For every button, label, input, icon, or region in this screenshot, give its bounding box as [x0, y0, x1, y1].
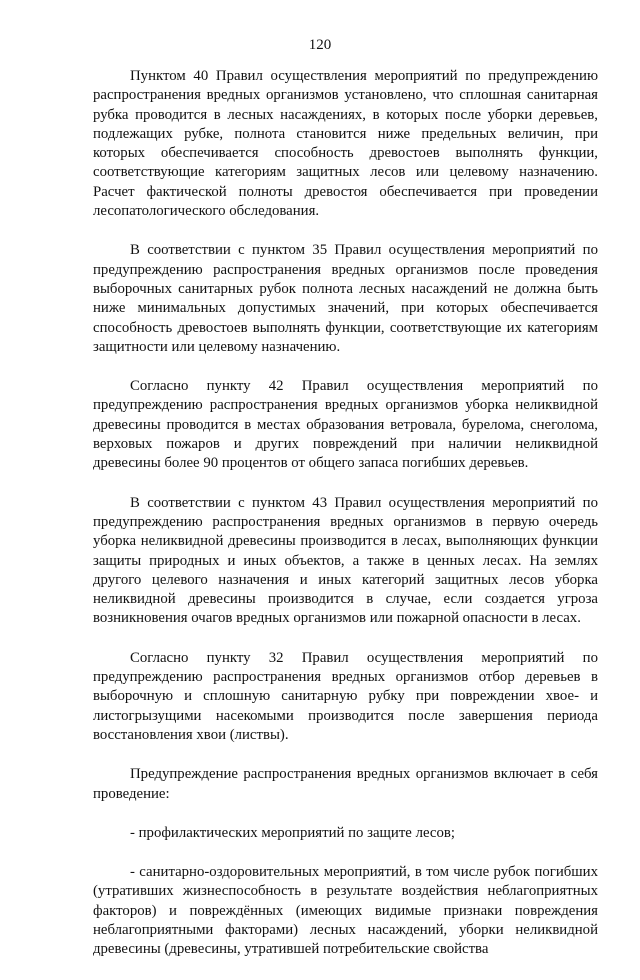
list-item: - санитарно-оздоровительных мероприятий, в том числе рубок погибших (утративших жизнеспособность в результате воздействия неблагоприятных факторов) и повреждённых (имеющих видимые признаки повреждения неблагоприятными факторами) лесных насаждений, уборки неликвидной древесины (древесины, утратившей потребительские свойства: [93, 864, 598, 958]
paragraph: Согласно пункту 32 Правил осуществления мероприятий по предупреждению распространения вредных организмов отбор деревьев в выборочную и сплошную санитарную рубку при повреждении хвое- и листогрызущими насекомыми производится после завершения периода восстановления хвои (листвы).: [93, 649, 598, 743]
list-item: - профилактических мероприятий по защите лесов;: [130, 824, 455, 841]
document-body: [93, 67, 598, 980]
paragraph: В соответствии с пунктом 35 Правил осуществления мероприятий по предупреждению распространения вредных организмов после проведения выборочных санитарных рубок полнота лесных насаждений не должна быть ниже минимальных допустимых значений, при которых обеспечивается способность древостоев выполнять функции, соответствующие их категориям защитности или целевому назначению.: [93, 242, 598, 355]
page-number: 120: [308, 37, 332, 53]
paragraph: Предупреждение распространения вредных организмов включает в себя проведение:: [93, 766, 598, 802]
paragraph: Согласно пункту 42 Правил осуществления мероприятий по предупреждению распространения вредных организмов уборка неликвидной древесины проводится в местах образования ветровала, бурелома, снеголома, верховых пожаров и других повреждений при наличии неликвидной древесины более 90 процентов от общего запаса погибших деревьев.: [93, 378, 598, 472]
paragraph: В соответствии с пунктом 43 Правил осуществления мероприятий по предупреждению распространения вредных организмов в первую очередь уборка неликвидной древесины производится в лесах, выполняющих функции защиты природных и иных объектов, а также в ценных лесах. На землях другого целевого назначения и иных категорий защитных лесов уборка неликвидной древесины производится в случае, если создается угроза возникновения очагов вредных организмов или пожарной опасности в лесах.: [93, 494, 598, 627]
paragraph: Пунктом 40 Правил осуществления мероприятий по предупреждению распространения вредных организмов установлено, что сплошная санитарная рубка проводится в лесных насаждениях, в которых после уборки деревьев, подлежащих рубке, полнота становится ниже предельных величин, при которых обеспечивается способность древостоев выполнять функции, соответствующие категориям защитных лесов или целевому назначению. Расчет фактической полноты древостоя обеспечивается при проведении лесопатологического обследования.: [93, 68, 598, 220]
